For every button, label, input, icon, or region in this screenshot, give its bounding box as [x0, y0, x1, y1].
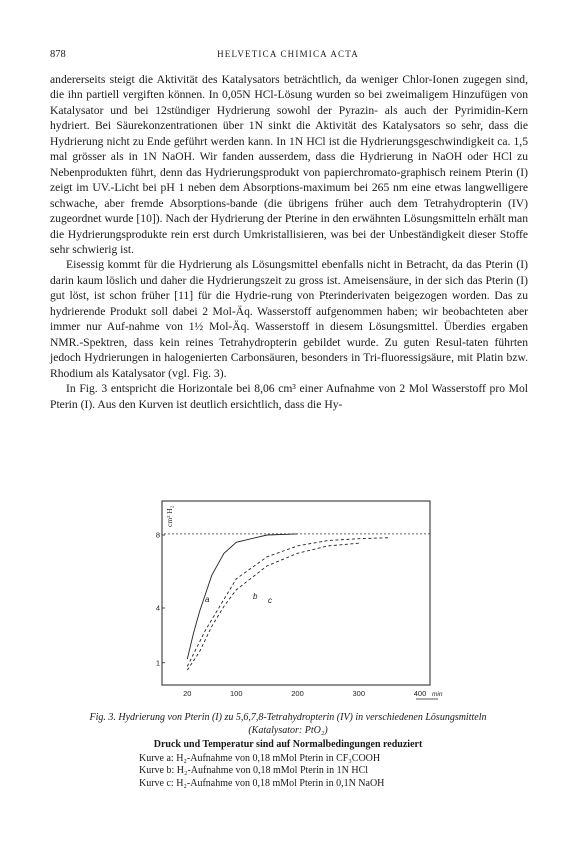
paragraph: andererseits steigt die Aktivität des Katalysators beträchtlich, da weniger Chlor-Ionen zugegen sind, die ihn partiell vergiften können. In 0,05N HCl-Lösung wurden so bei zweimaligem Hinzufügen von Katalysator und bei 12stündiger Hydrierung sowohl der Pyrazin- als auch der Pyrimidin-Kern hydriert. Bei Säurekonzentrationen über 1N sinkt die Aktivität des Katalysators so sehr, dass die Hydrierung nicht zu Ende geführt werden kann. In 1N HCl ist die Hydrierungsgeschwindigkeit ca. 1,5 mal grösser als in 1N NaOH. Wir fanden ausserdem, dass die Hydrierung in NaOH oder HCl zu Nebenprodukten führt, denn das Hydrierungsprodukt von papierchromato-graphisch reinem Pterin (I) zeigt im UV.-Licht bei pH 1 neben dem Absorptions-maximum bei 265 nm eine etwas langwelligere schwache, aber fremde Absorptions-bande (die übrigens früher auch dem Tetrahydropterin (IV) zugeordnet wurde [10]). Nach der Hydrierung der Pterine in den erwähnten Lösungsmitteln erhält man die Hydrierungsprodukte rein erst durch Umkristallisieren, was bei der Unbeständigkeit dieser Stoffe sehr schwierig ist.: [50, 73, 528, 256]
paragraph: In Fig. 3 entspricht die Horizontale bei 8,06 cm³ einer Aufnahme von 2 Mol Wasserstoff pro Mol Pterin (I). Aus den Kurven ist deutlich ersichtlich, dass die Hy-: [50, 382, 528, 411]
x-tick-label: 200: [291, 689, 304, 698]
series-c-label: c: [268, 596, 272, 605]
caption-curve-list: [139, 753, 536, 791]
page-header: [50, 49, 526, 63]
y-tick-label: 4: [155, 603, 160, 613]
page-number: 878: [50, 49, 66, 60]
x-tick-label: 300: [352, 689, 366, 698]
series-a-label: a: [205, 595, 210, 604]
figure-caption: [40, 712, 536, 791]
x-axis-label: min: [432, 691, 443, 698]
x-tick-label: 20: [183, 689, 192, 698]
paragraph: Eisessig kommt für die Hydrierung als Lösungsmittel ebenfalls nicht in Betracht, da das Pterin (I) darin kaum löslich und daher die Hydrierungszeit zu gross ist. Ameisensäure, in der sich das Pterin (I) gut löst, ist schon früher [11] für die Hydrie-rung von Pterinderivaten beigezogen worden. Das zu hydrierende Produkt soll dabei 2 Mol-Äq. Wasserstoff aufgenommen haben; wir beobachteten aber immer nur Auf-nahme von 1½ Mol-Äq. Wasserstoff in diesem Lösungsmittel. Überdies ergaben NMR.-Spektren, dass kein reines Tetrahydropterin gebildet wurde. Zu guten Resul-taten führten jedoch Hydrierungen in halogenierten Carbonsäuren, besonders in Tri-fluoressigsäure, mit Platin bzw. Rhodium als Katalysator (vgl. Fig. 3).: [50, 258, 528, 380]
x-tick-label: 100: [229, 689, 243, 698]
series-a-line: [187, 534, 297, 659]
caption-note: Druck und Temperatur sind auf Normalbedingungen reduziert: [153, 739, 423, 751]
hydrogen-uptake-chart: [150, 495, 443, 703]
y-tick-label: 1: [155, 658, 160, 668]
caption-curve-c: Kurve c: H₂-Aufnahme von 0,18 mMol Pterin in 0,1N NaOH: [139, 777, 385, 789]
caption-title: Fig. 3. Hydrierung von Pterin (I) zu 5,6,7,8-Tetrahydropterin (IV) in verschiedenen Lösungsmitteln: [89, 712, 487, 723]
x-tick-label: 400: [413, 689, 427, 698]
caption-catalyst: (Katalysator: PtO₂): [248, 724, 328, 736]
body-text: [50, 72, 528, 412]
y-axis-label: cm³ H₂: [165, 505, 174, 527]
caption-curve-a: Kurve a: H₂-Aufnahme von 0,18 mMol Pterin in CF₃COOH: [139, 752, 381, 764]
series-b-label: b: [253, 592, 258, 601]
series-c-line: [187, 543, 358, 670]
caption-curve-b: Kurve b: H₂-Aufnahme von 0,18 mMol Pterin in 1N HCl: [139, 765, 369, 777]
plot-frame: [162, 501, 430, 685]
figure-3: [150, 495, 443, 703]
y-tick-label: 8: [155, 530, 160, 540]
journal-title: HELVETICA CHIMICA ACTA: [217, 49, 359, 59]
